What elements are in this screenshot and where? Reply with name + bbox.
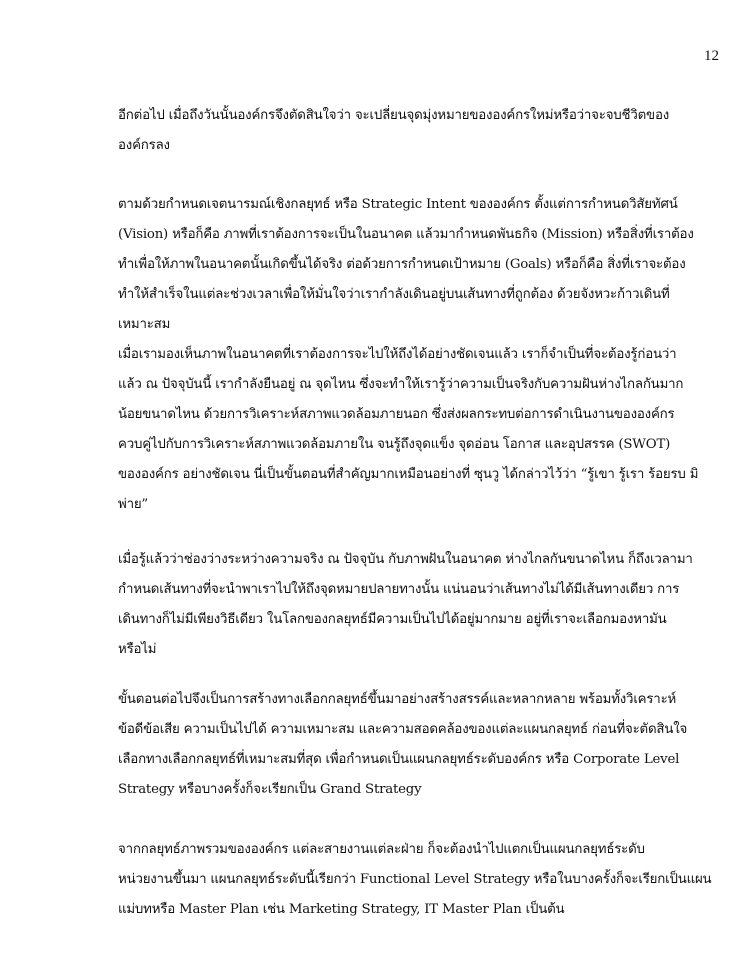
- text-line: พ่าย”: [118, 497, 149, 512]
- text-line: ข้อดีข้อเสีย ความเป็นไปได้ ความเหมาะสม และความสอดคล้องของแต่ละแผนกลยุทธ์ ก่อนที่จะตัดสินใจ: [118, 722, 688, 737]
- text-line: (Vision) หรือก็คือ ภาพที่เราต้องการจะเป็นในอนาคต แล้วมากำหนดพันธกิจ (Mission) หรือสิ่งที่เราต้อง: [118, 227, 694, 242]
- text-line: ตามด้วยกำหนดเจตนารมณ์เชิงกลยุทธ์ หรือ Strategic Intent ขององค์กร ตั้งแต่การกำหนดวิสัยทัศน์: [118, 197, 678, 212]
- text-line: หน่วยงานขึ้นมา แผนกลยุทธ์ระดับนี้เรียกว่า Functional Level Strategy หรือในบางครั้งก็จะเรียกเป็นแผน: [118, 872, 712, 887]
- paragraph-2: [118, 190, 699, 520]
- text-line: ขั้นตอนต่อไปจึงเป็นการสร้างทางเลือกกลยุทธ์ขึ้นมาอย่างสร้างสรรค์และหลากหลาย พร้อมทั้งวิเคราะห์: [118, 692, 677, 707]
- paragraph-3: [118, 545, 693, 665]
- text-line: เมื่อเรามองเห็นภาพในอนาคตที่เราต้องการจะไปให้ถึงได้อย่างชัดเจนแล้ว เราก็จำเป็นที่จะต้องรู้ก่อนว่า: [118, 347, 677, 362]
- text-line: จากกลยุทธ์ภาพรวมขององค์กร แต่ละสายงานแต่ละฝ่าย ก็จะต้องนำไปแตกเป็นแผนกลยุทธ์ระดับ: [118, 842, 645, 857]
- text-line: น้อยขนาดไหน ด้วยการวิเคราะห์สภาพแวดล้อมภายนอก ซึ่งส่งผลกระทบต่อการดำเนินงานขององค์กร: [118, 407, 675, 422]
- text-line: องค์กรลง: [118, 138, 170, 153]
- text-line: หรือไม่: [118, 642, 157, 657]
- text-line: เหมาะสม: [118, 317, 171, 332]
- text-line: เลือกทางเลือกกลยุทธ์ที่เหมาะสมที่สุด เพื่อกำหนดเป็นแผนกลยุทธ์ระดับองค์กร หรือ Corporate Level: [118, 752, 680, 767]
- text-line: กำหนดเส้นทางที่จะนำพาเราไปให้ถึงจุดหมายปลายทางนั้น แน่นอนว่าเส้นทางไม่ได้มีเส้นทางเดียว การ: [118, 582, 680, 597]
- paragraph-4: [118, 685, 688, 805]
- paragraph-5: [118, 835, 712, 925]
- text-line: เมื่อรู้แล้วว่าช่องว่างระหว่างความจริง ณ ปัจจุบัน กับภาพฝันในอนาคต ห่างไกลกันขนาดไหน ก็ถึงเวลามา: [118, 552, 693, 567]
- text-line: แม่บทหรือ Master Plan เช่น Marketing Strategy, IT Master Plan เป็นต้น: [118, 902, 565, 917]
- paragraph-1: [118, 101, 678, 161]
- text-line: อีกต่อไป เมื่อถึงวันนั้นองค์กรจึงตัดสินใจว่า จะเปลี่ยนจุดมุ่งหมายขององค์กรใหม่หรือว่าจะจบชีวิตของ: [118, 108, 670, 123]
- text-line: Strategy หรือบางครั้งก็จะเรียกเป็น Grand Strategy: [118, 782, 422, 797]
- text-line: ควบคู่ไปกับการวิเคราะห์สภาพแวดล้อมภายใน จนรู้ถึงจุดแข็ง จุดอ่อน โอกาส และอุปสรรค (SWOT): [118, 437, 671, 452]
- text-line: ทำให้สำเร็จในแต่ละช่วงเวลาเพื่อให้มั่นใจว่าเรากำลังเดินอยู่บนเส้นทางที่ถูกต้อง ด้วยจังหวะก้าวเดินที่: [118, 287, 670, 302]
- text-line: ทำเพื่อให้ภาพในอนาคตนั้นเกิดขึ้นได้จริง ต่อด้วยการกำหนดเป้าหมาย (Goals) หรือก็คือ สิ่งที่เราจะต้อง: [118, 257, 686, 272]
- page-number: 12: [704, 48, 719, 64]
- text-line: ขององค์กร อย่างชัดเจน นี่เป็นขั้นตอนที่สำคัญมากเหมือนอย่างที่ ซุนวู ได้กล่าวไว้ว่า “รู้เขา รู้เรา ร้อยรบ มิ: [118, 467, 699, 482]
- text-line: เดินทางก็ไม่มีเพียงวิธีเดียว ในโลกของกลยุทธ์มีความเป็นไปได้อยู่มากมาย อยู่ที่เราจะเลือกมองหามัน: [118, 612, 667, 627]
- text-line: แล้ว ณ ปัจจุบันนี้ เรากำลังยืนอยู่ ณ จุดไหน ซึ่งจะทำให้เรารู้ว่าความเป็นจริงกับความฝันห่างไกลกันมาก: [118, 377, 684, 392]
